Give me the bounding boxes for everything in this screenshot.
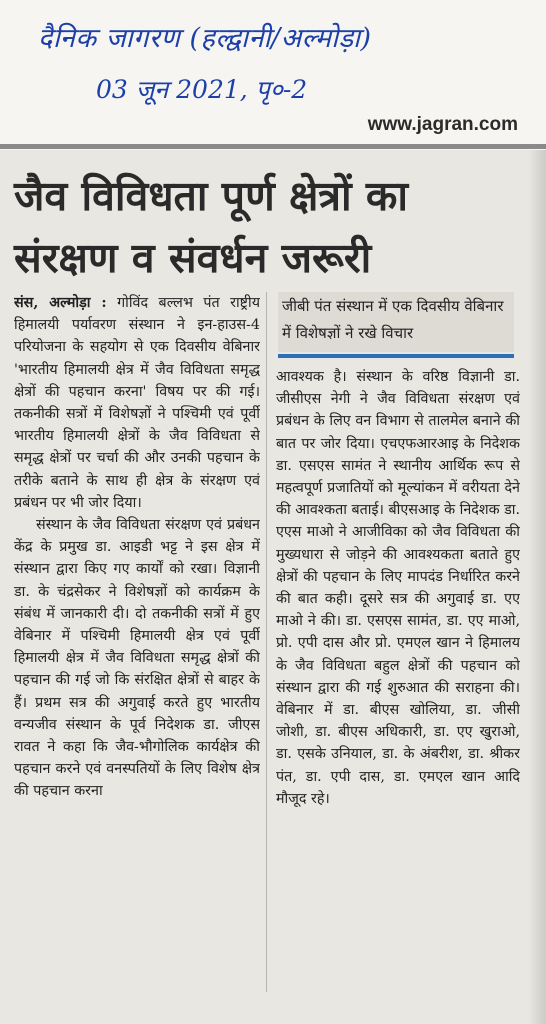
headline-line-2: संरक्षण व संवर्धन जरूरी [14,234,372,282]
top-divider [0,144,546,149]
article-paragraph-3: आवश्यक है। संस्थान के वरिष्ठ विज्ञानी डा. जीसीएस नेगी ने जैव विविधता संरक्षण एवं प्रबंधन के लिए वन विभाग से तालमेल बनाने की बात पर जोर दिया। एचएफआरआइ के निदेशक डा. एसएस सामंत ने स्थानीय आर्थिक रूप से महत्वपूर्ण प्रजातियों को मूल्यांकन में वरीयता देने की आवश्कता बताई। बीएसआइ के निदेशक डा. एएस माओ ने आजीविका को जैव विविधता की मुख्यधारा से जोड़ने की आवश्यकता बताते हुए क्षेत्रों की पहचान के लिए मापदंड निर्धारित करने की बात कही। दूसरे सत्र की अगुवाई डा. एए माओ ने की। डा. एसएस सामंत, डा. एए माओ, प्रो. एपी दास और प्रो. एमएल खान ने हिमालय के जैव विविधता बहुल क्षेत्रों की पहचान को संस्थान द्वारा की गई शुरुआत की सराहना की। वेबिनार में डा. बीएस खोलिया, डा. जीसी जोशी, डा. बीएस अधिकारी, डा. एए खुराओ, डा. एसके उनियाल, डा. के अंबरीश, डा. श्रीकर पंत, डा. एपी दास, डा. एमएल खान आदि मौजूद रहे। [276,369,520,807]
handwritten-date-note: 03 जून 2021, पृ०-2 [96,75,308,104]
article-column-right [276,366,520,988]
headline-line-1: जैव विविधता पूर्ण क्षेत्रों का [14,172,409,220]
subhead-underline [278,354,514,358]
article-paragraph-1 [14,292,260,514]
article-paragraph-2: संस्थान के जैव विविधता संरक्षण एवं प्रबंधन केंद्र के प्रमुख डा. आइडी भट्ट ने इस क्षेत्र में संस्थान द्वारा किए गए कार्यों को रखा। विज्ञानी डा. के चंद्रसेकर ने विशेषज्ञों को कार्यक्रम के संबंध में जानकारी दी। दो तकनीकी सत्रों में हुए वेबिनार में पश्चिमी हिमालयी क्षेत्र एवं पूर्वी हिमालयी क्षेत्र में जैव विविधता समृद्ध क्षेत्रों की पहचान की गई जो कि संरक्षित क्षेत्रों से बाहर के हैं। प्रथम सत्र की अगुवाई करते हुए भारतीय वन्यजीव संस्थान के पूर्व निदेशक डा. जीएस रावत ने कहा कि जैव-भौगोलिक कार्यक्षेत्र की पहचान करने एवं वनस्पतियों के लिए विशेष क्षेत्र की पहचान करना [14,517,260,800]
handwritten-source-note: दैनिक जागरण (हल्द्वानी/अल्मोड़ा) [38,23,372,54]
paper-edge-shadow [528,150,546,1024]
column-divider [266,292,267,992]
dateline: संस, अल्मोड़ा : [14,295,107,311]
headline [14,165,534,289]
paragraph-1-text: गोविंद बल्लभ पंत राष्ट्रीय हिमालयी पर्यावरण संस्थान ने इन-हाउस-4 परियोजना के सहयोग से एक दिवसीय वेबिनार 'भारतीय हिमालयी क्षेत्र में जैव विविधता समृद्ध क्षेत्रों की पहचान करना' विषय पर की गई। तकनीकी सत्रों में विशेषज्ञों ने पश्चिमी एवं पूर्वी भारतीय हिमालयी क्षेत्रों के जैव विविधता से समृद्ध क्षेत्रों पर चर्चा की और उनकी पहचान के तरीके बताने के साथ ही क्षेत्र के संरक्षण एवं प्रबंधन पर भी जोर दिया। [14,295,260,511]
website-url: www.jagran.com [367,114,518,135]
article-column-left [14,292,260,1016]
subheadline: जीबी पंत संस्थान में एक दिवसीय वेबिनार में विशेषज्ञों ने रखे विचार [282,297,504,342]
